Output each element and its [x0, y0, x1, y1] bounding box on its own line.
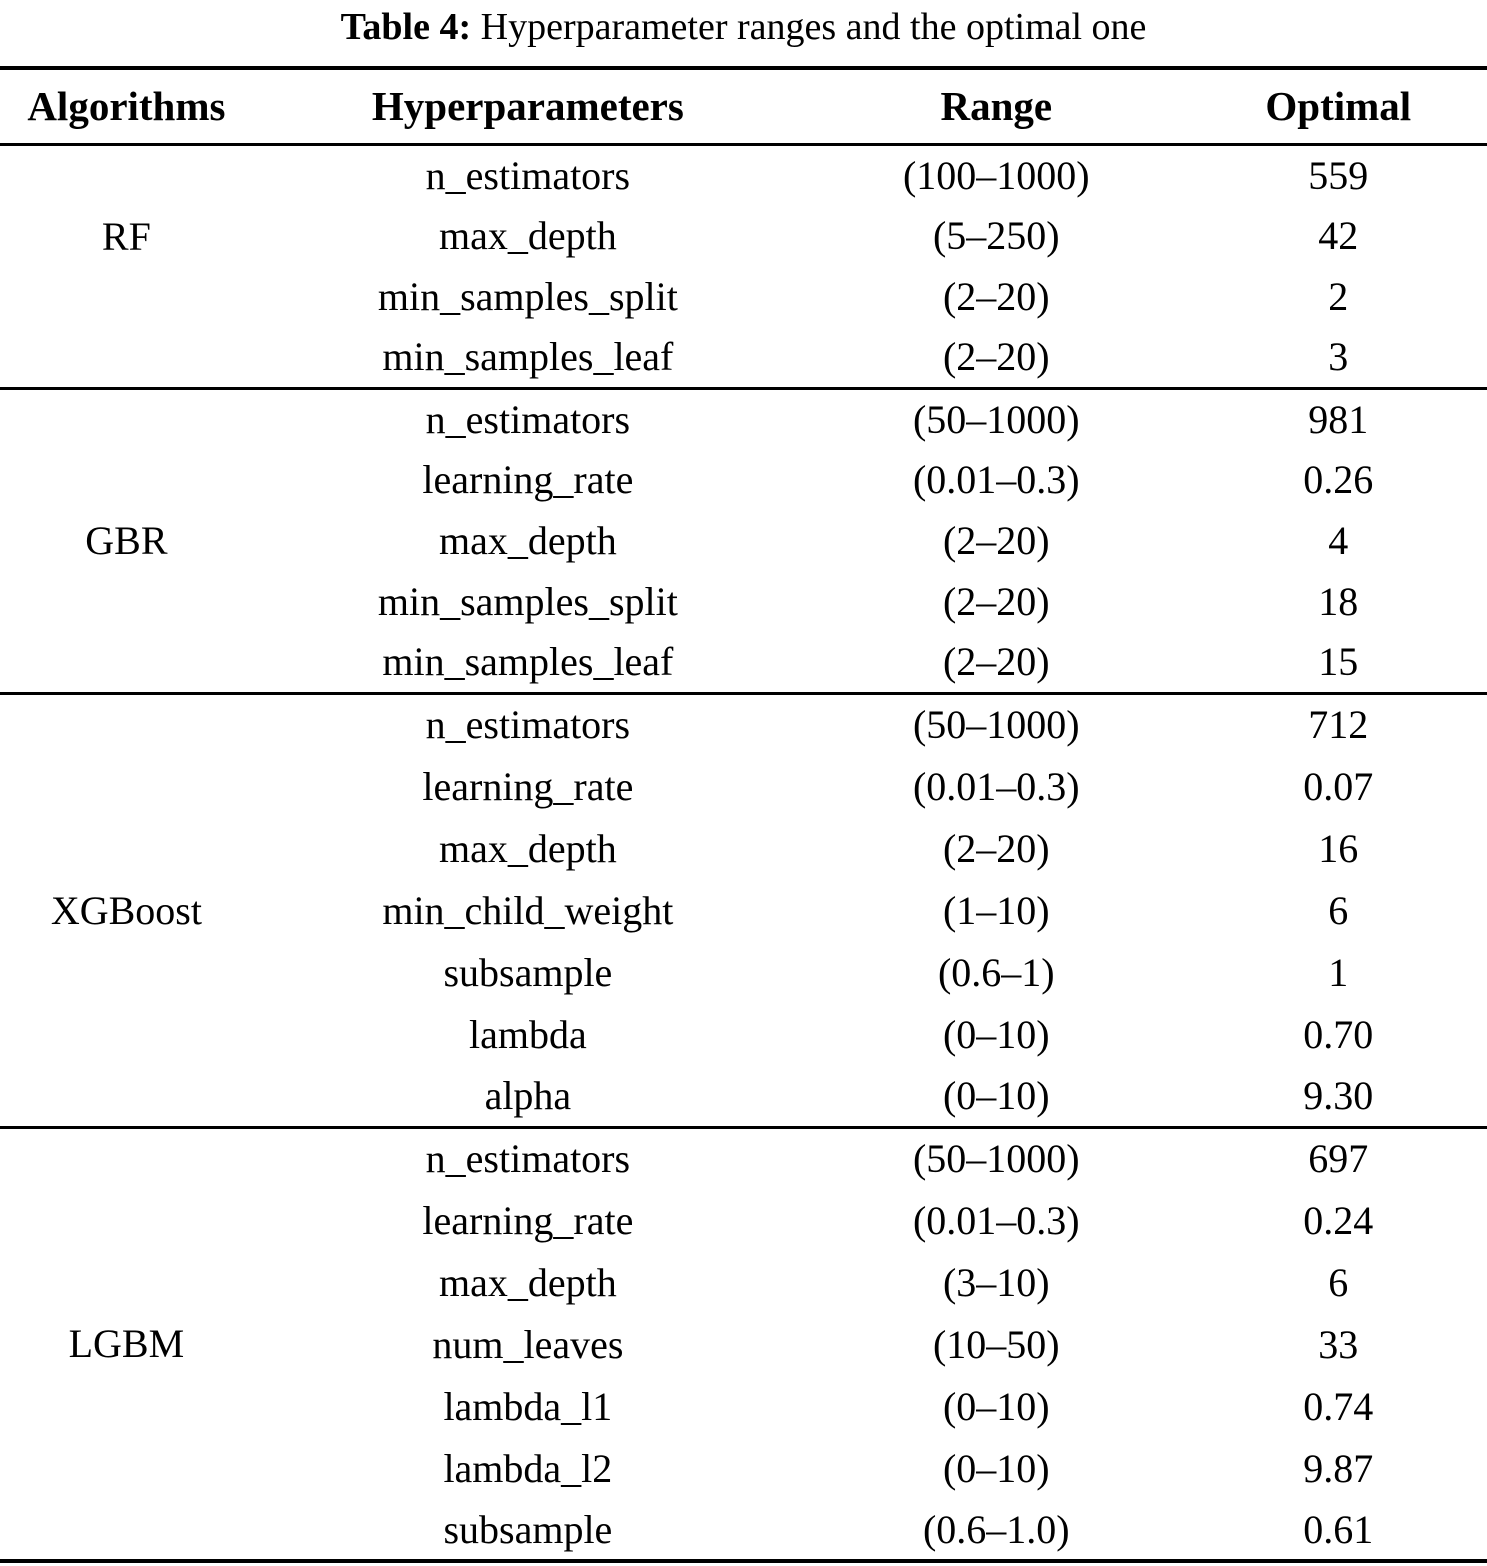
- table-row: [0, 144, 1487, 205]
- range-cell: (50–1000): [912, 702, 1080, 748]
- optimal-cell: 15: [1318, 639, 1359, 685]
- column-header-optimal: Optimal: [1265, 83, 1412, 130]
- hyperparameter-cell: subsample: [443, 949, 613, 995]
- column-header-algorithms: Algorithms: [27, 83, 226, 130]
- hyperparameter-cell: alpha: [484, 1072, 572, 1118]
- column-header-hyperparameters: Hyperparameters: [371, 83, 684, 130]
- range-cell: (2–20): [942, 334, 1050, 380]
- optimal-cell: 42: [1318, 213, 1359, 258]
- optimal-cell: 4: [1328, 518, 1349, 563]
- range-cell: (1–10): [942, 887, 1050, 933]
- optimal-cell: 0.24: [1303, 1197, 1374, 1243]
- optimal-cell: 0.61: [1303, 1506, 1374, 1552]
- optimal-cell: 2: [1328, 274, 1349, 319]
- range-cell: (0.6–1.0): [922, 1506, 1070, 1552]
- hyperparameter-cell: max_depth: [439, 518, 617, 563]
- optimal-cell: 0.07: [1303, 763, 1374, 809]
- algorithm-cell: [0, 693, 253, 1127]
- algorithm-label: XGBoost: [50, 887, 202, 933]
- optimal-cell: 9.30: [1303, 1072, 1374, 1118]
- algorithm-cell: [0, 1127, 253, 1561]
- algorithm-label: GBR: [85, 518, 168, 563]
- range-cell: (3–10): [942, 1259, 1050, 1305]
- hyperparameter-cell: num_leaves: [432, 1321, 624, 1367]
- section-rf: [0, 144, 1487, 388]
- table-row: [0, 693, 1487, 755]
- optimal-cell: 6: [1328, 887, 1349, 933]
- algorithm-label: RF: [101, 213, 151, 259]
- hyperparameter-cell: min_samples_leaf: [382, 334, 674, 380]
- section-xgboost: [0, 693, 1487, 1127]
- hyperparameter-cell: lambda_l1: [443, 1383, 613, 1429]
- hyperparameter-cell: max_depth: [439, 825, 617, 871]
- range-cell: (2–20): [942, 579, 1050, 624]
- table-caption-label: Table 4:: [340, 6, 472, 48]
- range-cell: (0.6–1): [937, 949, 1055, 995]
- algorithm-cell: [0, 144, 253, 388]
- hyperparameter-cell: min_samples_split: [377, 274, 678, 319]
- range-cell: (100–1000): [902, 152, 1090, 198]
- optimal-cell: 18: [1318, 579, 1359, 624]
- range-cell: (2–20): [942, 639, 1050, 685]
- optimal-cell: 559: [1308, 152, 1369, 198]
- hyperparameter-table: [0, 66, 1487, 1563]
- range-cell: (2–20): [942, 518, 1050, 563]
- optimal-cell: 9.87: [1303, 1445, 1374, 1491]
- range-cell: (0–10): [942, 1445, 1050, 1491]
- hyperparameter-cell: lambda_l2: [443, 1445, 613, 1491]
- column-header-range: Range: [940, 83, 1053, 130]
- range-cell: (10–50): [932, 1321, 1060, 1367]
- table-row: [0, 388, 1487, 449]
- optimal-cell: 33: [1318, 1321, 1359, 1367]
- algorithm-label: LGBM: [68, 1321, 185, 1367]
- section-lgbm: [0, 1127, 1487, 1561]
- optimal-cell: 0.74: [1303, 1383, 1374, 1429]
- range-cell: (2–20): [942, 825, 1050, 871]
- range-cell: (0.01–0.3): [912, 457, 1080, 502]
- hyperparameter-cell: min_samples_leaf: [382, 639, 674, 685]
- optimal-cell: 0.70: [1303, 1011, 1374, 1057]
- optimal-cell: 697: [1308, 1136, 1369, 1182]
- optimal-cell: 3: [1328, 334, 1349, 380]
- optimal-cell: 6: [1328, 1259, 1349, 1305]
- range-cell: (0–10): [942, 1072, 1050, 1118]
- hyperparameter-cell: n_estimators: [425, 152, 631, 198]
- table-row: [0, 1127, 1487, 1189]
- section-gbr: [0, 388, 1487, 693]
- hyperparameter-cell: n_estimators: [425, 396, 631, 442]
- hyperparameter-cell: learning_rate: [422, 457, 634, 502]
- hyperparameter-cell: max_depth: [439, 1259, 617, 1305]
- range-cell: (0–10): [942, 1383, 1050, 1429]
- optimal-cell: 0.26: [1303, 457, 1374, 502]
- optimal-cell: 712: [1308, 702, 1369, 748]
- hyperparameter-cell: n_estimators: [425, 1136, 631, 1182]
- range-cell: (5–250): [932, 213, 1060, 258]
- hyperparameter-cell: lambda: [469, 1011, 587, 1057]
- optimal-cell: 981: [1308, 396, 1369, 442]
- table-caption: [0, 4, 1487, 50]
- algorithm-cell: [0, 388, 253, 693]
- hyperparameter-cell: max_depth: [439, 213, 617, 258]
- range-cell: (0.01–0.3): [912, 763, 1080, 809]
- table-caption-text: Hyperparameter ranges and the optimal one: [471, 6, 1147, 48]
- hyperparameter-cell: learning_rate: [422, 763, 634, 809]
- hyperparameter-cell: learning_rate: [422, 1197, 634, 1243]
- hyperparameter-cell: n_estimators: [425, 702, 631, 748]
- optimal-cell: 16: [1318, 825, 1359, 871]
- range-cell: (2–20): [942, 274, 1050, 319]
- range-cell: (50–1000): [912, 1136, 1080, 1182]
- range-cell: (0.01–0.3): [912, 1197, 1080, 1243]
- range-cell: (50–1000): [912, 396, 1080, 442]
- hyperparameter-cell: min_child_weight: [382, 887, 674, 933]
- header-row: [0, 68, 1487, 144]
- hyperparameter-cell: min_samples_split: [377, 579, 678, 624]
- hyperparameter-cell: subsample: [443, 1506, 613, 1552]
- range-cell: (0–10): [942, 1011, 1050, 1057]
- table-header: [0, 68, 1487, 144]
- optimal-cell: 1: [1328, 949, 1349, 995]
